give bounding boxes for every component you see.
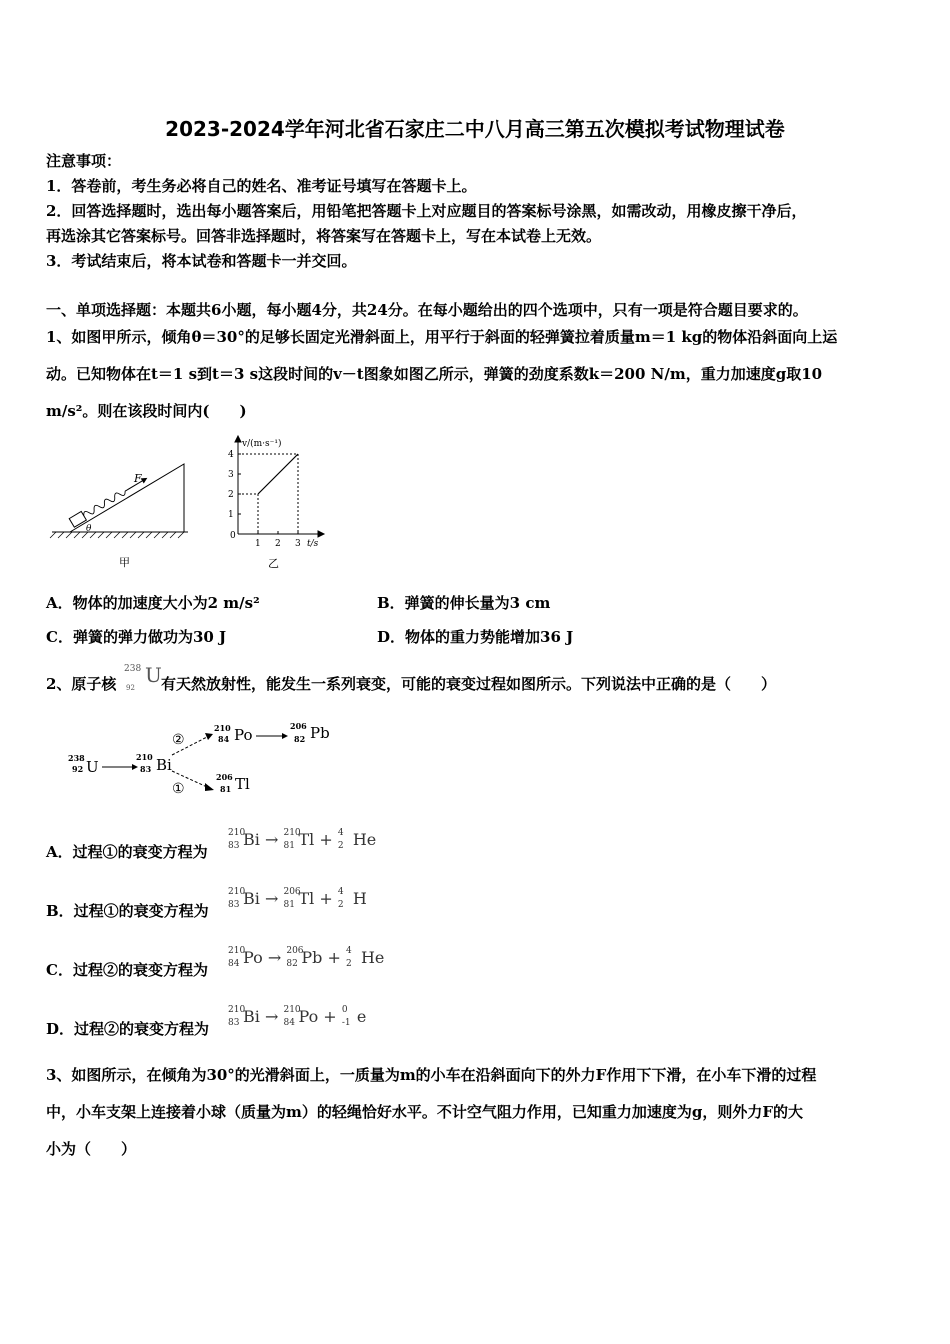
chart-ylabel: v/(m·s⁻¹) [242, 439, 282, 449]
angle-label: θ [86, 524, 92, 534]
notice-item-2: 2．回答选择题时，选出每小题答案后，用铅笔把答题卡上对应题目的答案标号涂黑，如需改动，用橡皮擦干净后， [46, 202, 807, 220]
q2-option-c-equation: 210 84 Po → 206 82 Pb + 4 2 He [228, 946, 385, 969]
x-axis-arrow [318, 531, 324, 537]
page-title: 2023-2024学年河北省石家庄二中八月高三第五次模拟考试物理试卷 [165, 117, 785, 141]
notice-item-2-cont: 再选涂其它答案标号。回答非选择题时，将答案写在答题卡上，写在本试卷上无效。 [46, 227, 602, 245]
x-tick-1: 1 [255, 539, 261, 549]
y-tick-3: 3 [228, 470, 234, 480]
po-mass: 210 [214, 723, 231, 733]
q2-option-b-equation: 210 83 Bi → 206 81 Tl + 4 2 H [228, 887, 367, 910]
force-label: F [134, 472, 142, 485]
q1-option-b: B．弹簧的伸长量为3 cm [377, 594, 551, 612]
y-tick-2: 2 [228, 490, 234, 500]
q2-stem-pre: 2、原子核 [46, 675, 117, 693]
path-2-label: ② [172, 732, 185, 748]
chart-xlabel: t/s [307, 539, 319, 549]
q2-option-a-equation: 210 83 Bi → 210 81 Tl + 4 2 He [228, 828, 377, 851]
vt-series-line [258, 454, 298, 494]
q3-line-2: 中，小车支架上连接着小球（质量为m）的轻绳恰好水平。不计空气阻力作用，已知重力加速度为g，则外力F的大 [46, 1103, 804, 1121]
q2-stem-post: 有天然放射性，能发生一系列衰变，可能的衰变过程如图所示。下列说法中正确的是（ ） [161, 675, 777, 693]
po-symbol: Po [234, 726, 253, 744]
figure-incline [48, 455, 198, 570]
q2-option-a: A．过程①的衰变方程为 [46, 843, 208, 861]
pb-z: 82 [294, 734, 306, 744]
tl-z: 81 [220, 784, 232, 794]
q1-option-c: C．弹簧的弹力做功为30 J [46, 628, 227, 646]
tl-symbol: Tl [235, 775, 250, 793]
q1-option-d: D．物体的重力势能增加36 J [377, 628, 574, 646]
y-tick-4: 4 [228, 450, 234, 460]
notice-heading: 注意事项： [46, 152, 122, 170]
pb-mass: 206 [290, 721, 307, 731]
q3-line-1: 3、如图所示，在倾角为30°的光滑斜面上，一质量为m的小车在沿斜面向下的外力F作用下下滑，在小车下滑的过程 [46, 1066, 817, 1084]
q2-option-d: D．过程②的衰变方程为 [46, 1020, 210, 1038]
figure-jia-caption: 甲 [119, 556, 130, 569]
tl-mass: 206 [216, 772, 233, 782]
figure-yi-caption: 乙 [268, 557, 279, 570]
q2-nucleus-z: 92 [126, 684, 135, 692]
bi-mass: 210 [136, 752, 153, 762]
q2-option-d-equation: 210 83 Bi → 210 84 Po + 0 -1 e [228, 1005, 367, 1028]
y-tick-1: 1 [228, 510, 234, 520]
x-tick-3: 3 [295, 539, 301, 549]
section-heading: 一、单项选择题：本题共6小题，每小题4分，共24分。在每小题给出的四个选项中，只有一项是符合题目要求的。 [46, 301, 808, 319]
q2-nucleus-symbol: U [145, 663, 162, 687]
path-1-label: ① [172, 781, 185, 797]
x-tick-2: 2 [275, 539, 281, 549]
bi-symbol: Bi [156, 756, 172, 774]
u-z: 92 [72, 764, 84, 774]
q2-nucleus-mass: 238 [124, 664, 142, 674]
chart-origin: 0 [230, 531, 236, 541]
q1-option-a: A．物体的加速度大小为2 m/s² [46, 594, 260, 612]
bi-z: 83 [140, 764, 152, 774]
y-axis-arrow [235, 436, 241, 442]
q2-option-b: B．过程①的衰变方程为 [46, 902, 209, 920]
pb-symbol: Pb [310, 724, 330, 742]
q2-option-c: C．过程②的衰变方程为 [46, 961, 208, 979]
notice-item-1: 1．答卷前，考生务必将自己的姓名、准考证号填写在答题卡上。 [46, 177, 477, 195]
decay-diagram [62, 715, 342, 805]
vt-chart [222, 434, 332, 572]
notice-item-3: 3．考试结束后，将本试卷和答题卡一并交回。 [46, 252, 357, 270]
q3-line-3: 小为（ ） [46, 1140, 137, 1158]
q1-line-1: 1、如图甲所示，倾角θ＝30°的足够长固定光滑斜面上，用平行于斜面的轻弹簧拉着质量m＝1 kg的物体沿斜面向上运 [46, 328, 838, 346]
q1-line-3: m/s²。则在该段时间内( ) [46, 402, 247, 420]
po-z: 84 [218, 734, 230, 744]
q1-line-2: 动。已知物体在t＝1 s到t＝3 s这段时间的v－t图象如图乙所示，弹簧的劲度系数k＝200 N/m，重力加速度g取10 [46, 365, 823, 383]
u-mass: 238 [68, 753, 85, 763]
u-symbol: U [86, 758, 99, 776]
